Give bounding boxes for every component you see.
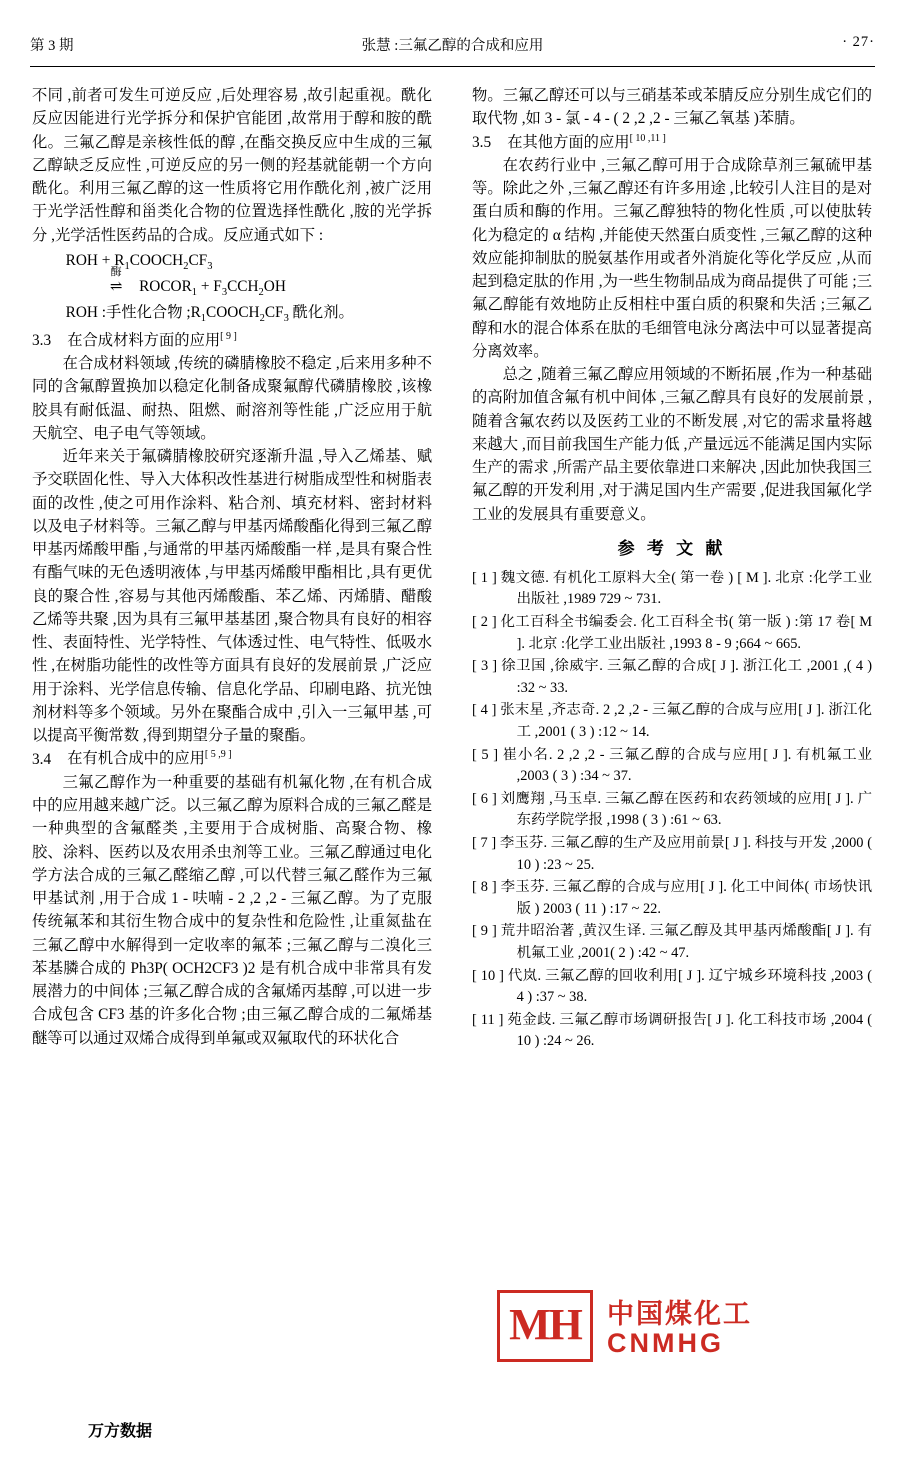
section-heading-3-5 (472, 131, 872, 154)
formula-text: + F (197, 277, 222, 295)
paragraph: 总之 ,随着三氟乙醇应用领域的不断拓展 ,作为一种基础的高附加值含氟有机中间体 ,三氟乙醇具有良好的发展前景 ,随着含氟农药以及医药工业的不断发展 ,对它的需求量将越来越大 ,而目前我国生产能力低 ,产量远远不能满足国内实际生产的需求 ,所需产品主要依靠进口来解决 ,因此加快我国三氟乙醇的开发利用 ,对于满足国内生产需要 ,促进我国氟化学工业的发展具有重要意义。 (472, 366, 872, 523)
formula-line-1 (32, 249, 432, 275)
section-title: 在其他方面的应用 (507, 133, 630, 151)
section-number: 3.4 (32, 750, 52, 768)
reference-item: [ 3 ] 徐卫国 ,徐威宇. 三氟乙醇的合成[ J ]. 浙江化工 ,2001 ,( 4 ) :32 ~ 33. (472, 658, 872, 696)
reference-item: [ 8 ] 李玉芬. 三氟乙醇的合成与应用[ J ]. 化工中间体( 市场快讯版 ) 2003 ( 11 ) :17 ~ 22. (472, 879, 872, 917)
watermark-label: 万方数据 (88, 1423, 153, 1440)
formula-text: COOCH (206, 303, 260, 321)
paragraph: 近年来关于氟磷腈橡胶研究逐渐升温 ,导入乙烯基、赋予交联固化性、导入大体积改性基进行树脂成型性和树脂表面的改性 ,使之可用作涂料、粘合剂、填充材料、密封材料以及电子材料等。三氟乙醇与甲基丙烯酸酯化得到三氟乙醇甲基丙烯酸甲酯 ,与通常的甲基丙烯酸酯一样 ,是具有聚合性有酯气味的无色透明液体 ,与甲基丙烯酸甲酯相比 ,具有更优良的聚合性 ,容易与其他丙烯酸酯、苯乙烯、丙烯腈、醋酸乙烯等共聚 ,因为具有三氟甲基基团 ,聚合物具有良好的相容性、表面特性、光学特性、气体透过性、电气特性、低吸水性 ,在树脂功能性的改性等方面具有良好的发展前景 ,广泛应用于涂料、光学信息传输、信息化学品、印刷电路、抗光蚀剂材料等多个领域。另外在聚酯合成中 ,引入一三氟甲基 ,可以提高平衡常数 ,得到期望分子量的聚酯。 (32, 448, 432, 745)
section-heading-3-3 (32, 329, 432, 352)
section-number: 3.5 (472, 133, 492, 151)
formula-sub: 3 (221, 286, 228, 298)
reference-item: [ 6 ] 刘鹰翔 ,马玉卓. 三氟乙醇在医药和农药领域的应用[ J ]. 广东药学院学报 ,1998 ( 3 ) :61 ~ 63. (472, 790, 872, 829)
formula-line-3 (32, 301, 432, 327)
reference-item: [ 5 ] 崔小名. 2 ,2 ,2 - 三氟乙醇的合成与应用[ J ]. 有机氟工业 ,2003 ( 3 ) :34 ~ 37. (472, 746, 872, 785)
section-title: 在有机合成中的应用 (67, 750, 205, 768)
page-header (30, 34, 875, 62)
paragraph: 在农药行业中 ,三氟乙醇可用于合成除草剂三氟硫甲基等。除此之外 ,三氟乙醇还有许多用途 ,比较引人注目的是对蛋白质和酶的作用。三氟乙醇独特的物化性质 ,可以使肽转化为稳定的 α 结构 ,并能使天然蛋白质变性 ,三氟乙醇的这种效应能抑制肽的脱氨基作用或者外消旋化等化学反应 ,从而起到稳定肽的作用 ,为一些生物制品成为商品提供了可能 ;三氟乙醇能有效地防止反相柱中蛋白质的积聚和失活 ;三氟乙醇和水的混合体系在肽的毛细管电泳分离法中可以显著提高分离效率。 (472, 156, 872, 360)
reaction-formula (32, 249, 432, 327)
formula-sub: 3 (207, 260, 213, 272)
paragraph: 三氟乙醇作为一种重要的基础有机氟化物 ,在有机合成中的应用越来越广泛。以三氟乙醇为原料合成的三氟乙醛是一种典型的含氟醛类 ,主要用于合成树脂、高聚合物、橡胶、涂料、医药以及农用杀虫剂等工业。三氟乙醇通过电化学方法合成的三氟乙醛缩乙醇 ,可以代替三氟乙醛作为三氟甲基试剂 ,用于合成 1 - 呋喃 - 2 ,2 ,2 - 三氟乙醇。为了克服传统氟苯和其衍生物合成中的复杂性和危险性 ,让重氮盐在三氟乙醇中水解得到一定收率的氟苯 ;三氟乙醇与二溴化三苯基膦合成的 Ph3P( OCH2CF3 )2 是有机合成中非常具有发展潜力的中间体 ;三氟乙醇合成的含氟烯丙基醇 ,可以进一步合成包含 CF3 基的许多化合物 ;由三氟乙醇合成的二氟烯基醚等可以通过双烯合成得到单氟或双氟取代的环状化合 (32, 773, 432, 1047)
reference-item: [ 1 ] 魏文德. 有机化工原料大全( 第一卷 ) [ M ]. 北京 :化学工业出版社 ,1989 729 ~ 731. (472, 569, 872, 608)
reference-item: [ 4 ] 张末星 ,齐志奇. 2 ,2 ,2 - 三氟乙醇的合成与应用[ J ]. 浙江化工 ,2001 ( 3 ) :12 ~ 14. (472, 702, 872, 740)
header-rule (30, 66, 875, 67)
header-issue: 第 3 期 (30, 38, 74, 54)
logo-english-name: CNMHG (607, 1328, 724, 1358)
section-title: 在合成材料方面的应用 (67, 331, 221, 349)
arrow-glyph: ⇌ (109, 278, 123, 295)
formula-text: ROH + R (65, 251, 125, 269)
formula-text: CCH (227, 277, 259, 295)
formula-sub: 1 (124, 260, 130, 272)
paragraph: 物。三氟乙醇还可以与三硝基苯或苯腈反应分别生成它们的取代物 ,如 3 - 氯 - 4 - ( 2 ,2 ,2 - 三氟乙氧基 )苯腈。 (472, 87, 872, 128)
formula-sub: 2 (183, 260, 189, 272)
reference-item: [ 10 ] 代岚. 三氟乙醇的回收利用[ J ]. 辽宁城乡环境科技 ,2003 ( 4 ) :37 ~ 38. (472, 967, 872, 1006)
reference-item: [ 11 ] 苑金歧. 三氟乙醇市场调研报告[ J ]. 化工科技市场 ,2004 ( 10 ) :24 ~ 26. (472, 1011, 872, 1050)
formula-text: CF (264, 303, 284, 321)
formula-text: ROH :手性化合物 ;R (65, 303, 201, 321)
section-number: 3.3 (32, 331, 52, 349)
formula-line-2 (32, 265, 432, 301)
formula-sub: 3 (283, 312, 289, 324)
reference-item: [ 2 ] 化工百科全书编委会. 化工百科全书( 第一版 ) :第 17 卷[ M ]. 北京 :化学工业出版社 ,1993 8 - 9 ;664 ~ 665. (472, 613, 872, 652)
formula-sub: 2 (258, 286, 264, 298)
section-reference-mark: [ 9 ] (220, 330, 237, 342)
formula-sub: 1 (200, 312, 207, 324)
header-title: 张慧 :三氟乙醇的合成和应用 (361, 38, 544, 54)
reference-item: [ 7 ] 李玉芬. 三氟乙醇的生产及应用前景[ J ]. 科技与开发 ,2000 ( 10 ) :23 ~ 25. (472, 834, 872, 873)
equilibrium-arrow-icon (93, 265, 139, 300)
section-reference-mark: [ 10 ,11 ] (629, 132, 666, 144)
left-column (32, 84, 432, 1050)
formula-text: 酰化剂。 (288, 303, 354, 321)
logo-monogram: MH (509, 1300, 581, 1349)
references-heading: 参 考 文 献 (617, 538, 727, 558)
formula-text: OH (263, 277, 286, 295)
formula-text: ROCOR (139, 277, 192, 295)
paragraph: 在合成材料领域 ,传统的磷腈橡胶不稳定 ,后来用多种不同的含氟醇置换加以稳定化制备成聚氟醇代磷腈橡胶 ,该橡胶具有耐低温、耐热、阻燃、耐溶剂等性能 ,广泛应用于航天航空、电子电气等领域。 (32, 355, 432, 442)
section-heading-3-4 (32, 747, 432, 770)
right-column (472, 84, 872, 1054)
formula-text: CF (188, 251, 208, 269)
catalyst-label: 酶 (110, 265, 122, 278)
section-reference-mark: [ 5 ,9 ] (204, 749, 232, 761)
formula-text: COOCH (129, 251, 184, 269)
reference-item: [ 9 ] 荒井昭治著 ,黄汉生译. 三氟乙醇及其甲基丙烯酸酯[ J ]. 有机氟工业 ,2001( 2 ) :42 ~ 47. (472, 923, 872, 962)
logo-chinese-name: 中国煤化工 (607, 1299, 752, 1329)
page-number: · 27· (842, 34, 875, 50)
formula-sub: 2 (259, 312, 265, 324)
publisher-logo (497, 1290, 757, 1364)
paragraph: 不同 ,前者可发生可逆反应 ,后处理容易 ,故引起重视。酰化反应因能进行光学拆分和保护官能团 ,故常用于醇和胺的酰化。三氟乙醇是亲核性低的醇 ,在酯交换反应中生成的三氟乙醇缺乏反应性 ,可逆反应的另一侧的羟基就能朝一个方向酰化。利用三氟乙醇的这一性质将它用作酰化剂 ,被广泛用于光学活性醇和甾类化合物的位置选择性酰化 ,胺的光学拆分 ,光学活性医药品的合成。反应通式如下 : (32, 87, 432, 244)
formula-sub: 1 (191, 286, 198, 298)
